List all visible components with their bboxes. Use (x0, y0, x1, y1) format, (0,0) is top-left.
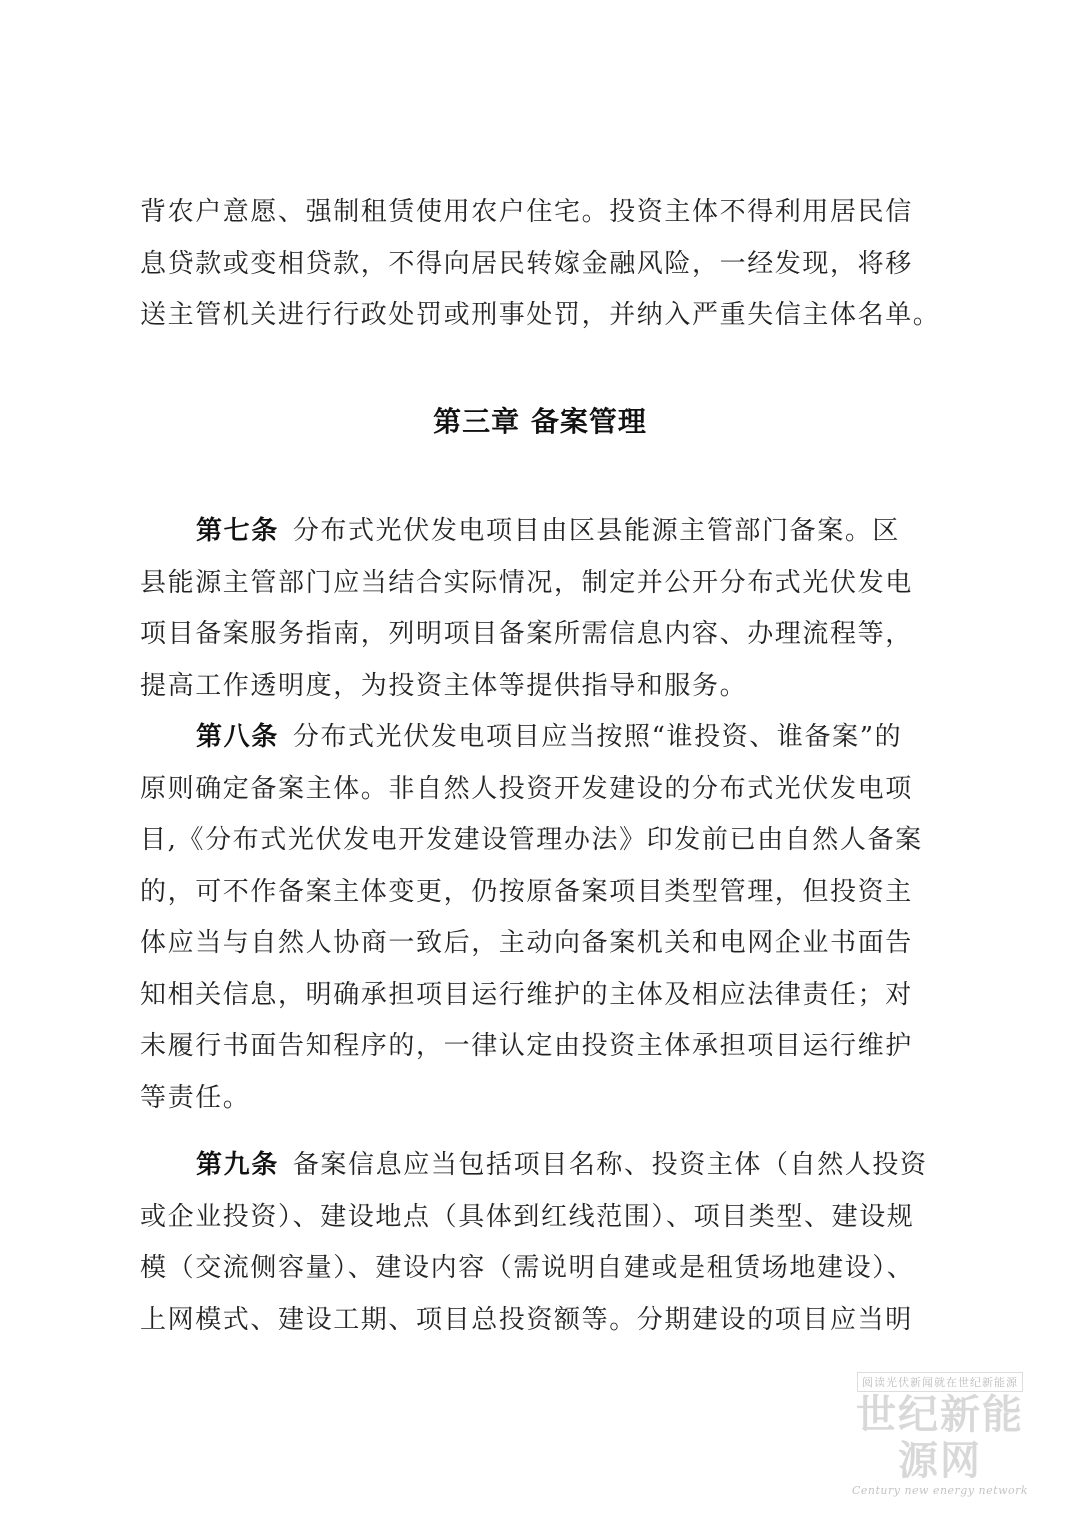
article-7-line: 县能源主管部门应当结合实际情况，制定并公开分布式光伏发电 (140, 567, 913, 598)
article-7-line: 分布式光伏发电项目由区县能源主管部门备案。区 (292, 516, 901, 546)
intro-line: 息贷款或变相贷款，不得向居民转嫁金融风险，一经发现，将移 (140, 248, 913, 279)
intro-line: 送主管机关进行行政处罚或刑事处罚，并纳入严重失信主体名单。 (140, 300, 941, 330)
article-7-line: 项目备案服务指南，列明项目备案所需信息内容、办理流程等， (140, 619, 913, 649)
article-8-line: 目,《分布式光伏发电开发建设管理办法》印发前已由自然人备案 (140, 825, 923, 855)
intro-paragraph (140, 187, 940, 342)
article-9-label: 第九条 (196, 1150, 279, 1180)
article-8-line: 分布式光伏发电项目应当按照“谁投资、谁备案”的 (292, 722, 903, 752)
article-7-line: 提高工作透明度，为投资主体等提供指导和服务。 (140, 670, 748, 701)
chapter-title: 第三章 备案管理 (433, 405, 647, 438)
article-8-line: 等责任。 (140, 1082, 251, 1113)
article-8 (140, 712, 940, 1124)
article-7-first-line (140, 506, 940, 558)
article-8-line: 原则确定备案主体。非自然人投资开发建设的分布式光伏发电项 (140, 773, 913, 804)
article-9-line: 或企业投资）、建设地点（具体到红线范围）、项目类型、建设规 (140, 1201, 915, 1232)
watermark-subtitle: Century new energy network (851, 1484, 1029, 1497)
article-8-line: 知相关信息，明确承担项目运行维护的主体及相应法律责任；对 (140, 979, 913, 1010)
article-9-line: 模（交流侧容量）、建设内容（需说明自建或是租赁场地建设）、 (140, 1253, 915, 1283)
article-8-first-line (140, 712, 940, 764)
article-8-line: 的，可不作备案主体变更，仍按原备案项目类型管理，但投资主 (140, 876, 913, 907)
watermark-logo-text: 世纪新能源网 (856, 1391, 1024, 1484)
article-8-label: 第八条 (196, 722, 279, 752)
watermark (840, 1371, 1040, 1497)
article-7-label: 第七条 (196, 516, 279, 546)
intro-line: 背农户意愿、强制租赁使用农户住宅。投资主体不得利用居民信 (140, 197, 913, 227)
article-9-line: 上网模式、建设工期、项目总投资额等。分期建设的项目应当明 (140, 1304, 913, 1335)
article-9 (140, 1140, 940, 1346)
watermark-tagline: 阅读光伏新闻就在世纪新能源 (857, 1372, 1023, 1392)
article-9-line: 备案信息应当包括项目名称、投资主体（自然人投资 (292, 1150, 928, 1180)
article-8-line: 未履行书面告知程序的，一律认定由投资主体承担项目运行维护 (140, 1031, 913, 1061)
article-9-first-line (140, 1140, 940, 1192)
article-7 (140, 506, 940, 712)
article-8-line: 体应当与自然人协商一致后，主动向备案机关和电网企业书面告 (140, 928, 913, 958)
